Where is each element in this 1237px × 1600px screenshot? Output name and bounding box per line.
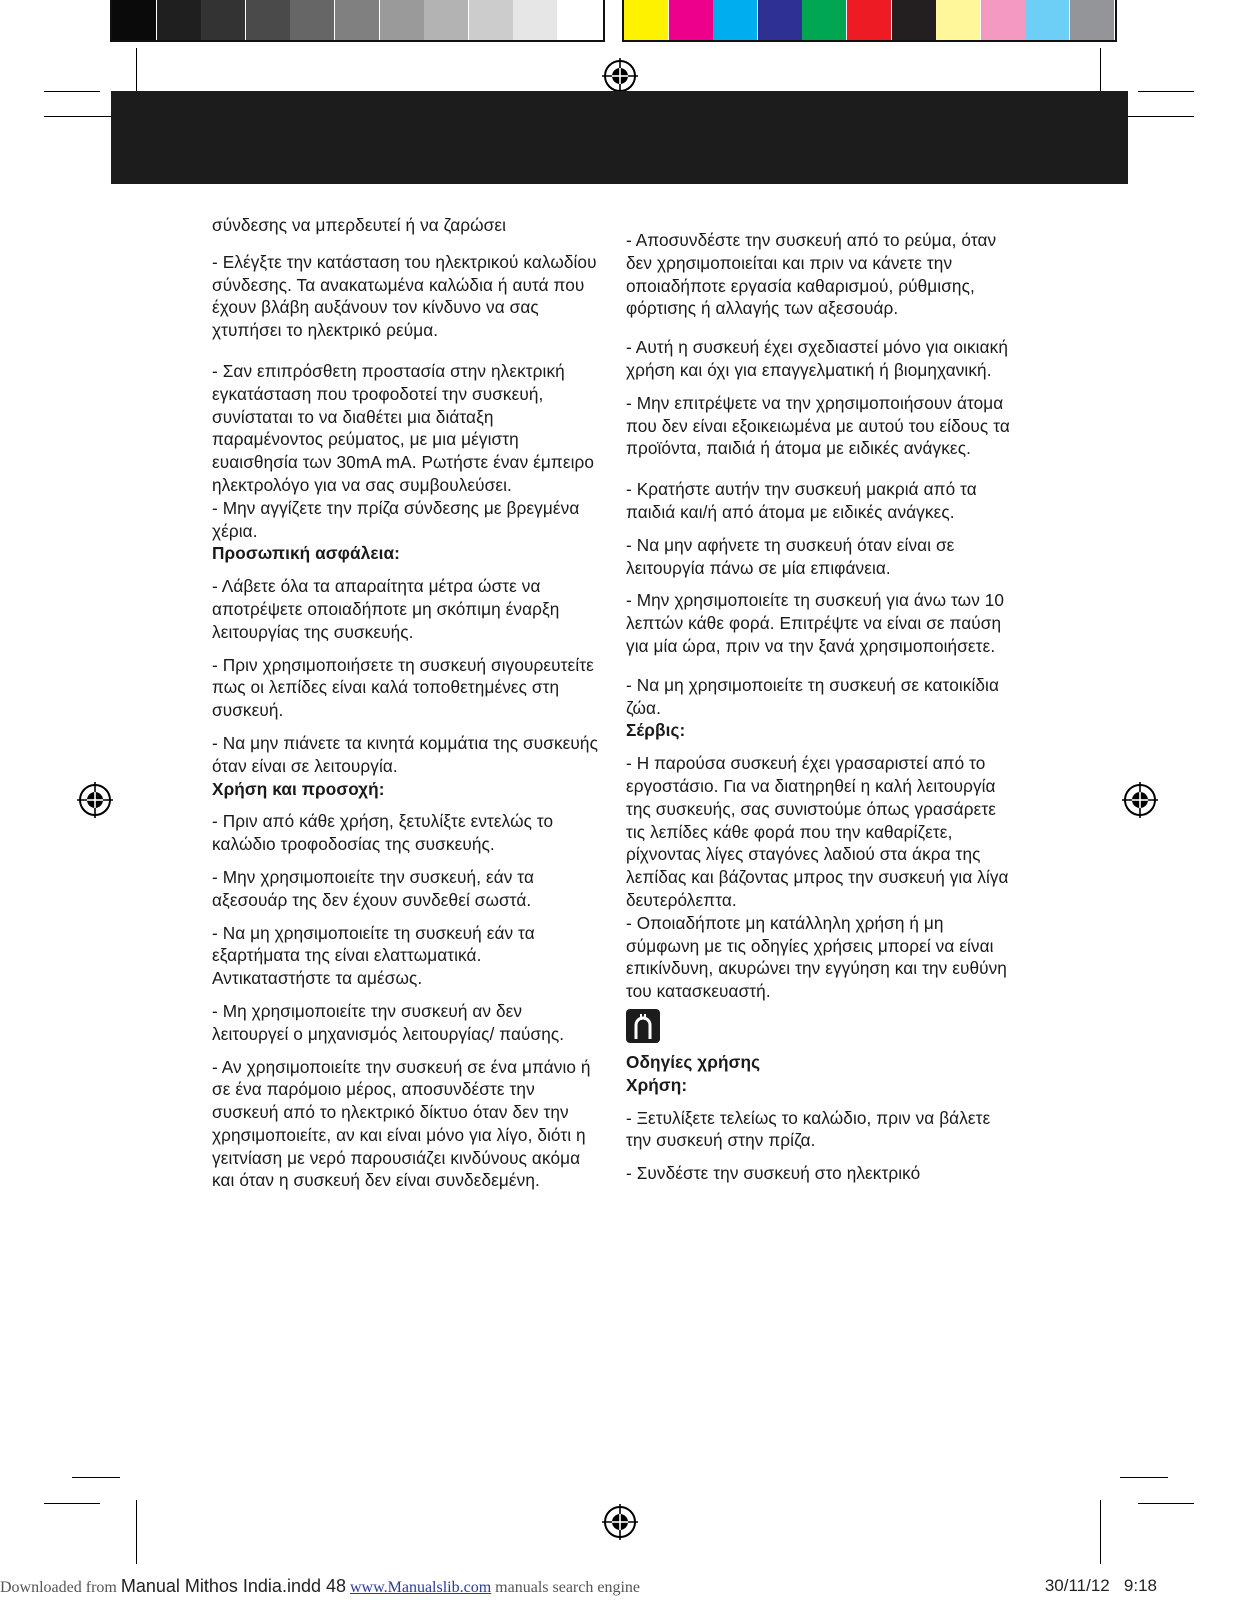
registration-mark-icon — [600, 56, 640, 96]
paragraph: - Η παρούσα συσκευή έχει γρασαριστεί από το εργοστάσιο. Για να διατηρηθεί η καλή λειτουργία της συσκευής, σας συνιστούμε όπως γρασάρετε τις λεπίδες κάθε φορά που την καθαρίζετε, ρίχνοντας λίγες σταγόνες λαδιού στα άκρα της λεπίδας και βάζοντας μπρος την συσκευή για λίγα δευτερόλεπτα. — [626, 753, 1009, 910]
paragraph: - Μη χρησιμοποιείτε την συσκευή αν δεν λειτουργεί ο μηχανισμός λειτουργίας/ παύσης. — [212, 1000, 565, 1044]
registration-mark-icon — [75, 780, 115, 820]
paragraph: - Κρατήστε αυτήν την συσκευή μακριά από τα παιδιά και/ή από άτομα με ειδικές ανάγκες. — [626, 479, 977, 522]
paragraph: - Αν χρησιμοποιείτε την συσκευή σε ένα μπάνιο ή σε ένα παρόμοιο μέρος, αποσυνδέστε την συσκευή από το ηλεκτρικό δίκτυο όταν δεν την χρησιμοποιείτε, αν και είναι μόνο για λίγο, διότι η γειτνίαση με νερό παρουσιάζει κινδύνους ακόμα και όταν η συσκευή δεν είναι συνδεδεμένη. — [212, 1056, 591, 1191]
paragraph: - Αποσυνδέστε την συσκευή από το ρεύμα, όταν δεν χρησιμοποιείται και πριν να κάνετε την οποιαδήποτε εργασία καθαρισμού, ρύθμισης, φόρτισης ή αλλαγής των αξεσουάρ. — [626, 230, 997, 319]
crop-mark — [136, 48, 137, 92]
crop-mark — [136, 1500, 137, 1564]
footer-download-suffix: manuals search engine — [491, 1579, 640, 1596]
footer-link[interactable]: www.Manualslib.com — [350, 1579, 492, 1596]
registration-mark-icon — [1120, 780, 1160, 820]
plug-icon — [626, 1009, 660, 1043]
registration-mark-icon — [600, 1502, 640, 1542]
crop-mark — [72, 1477, 120, 1478]
paragraph: - Λάβετε όλα τα απαραίτητα μέτρα ώστε να αποτρέψετε οποιαδήποτε μη σκόπιμη έναρξη λειτουργίας της συσκευής. — [212, 576, 560, 642]
crop-mark — [1120, 1477, 1168, 1478]
footer-timestamp — [1045, 1576, 1157, 1596]
paragraph: - Αυτή η συσκευή έχει σχεδιαστεί μόνο για οικιακή χρήση και όχι για επαγγελματική ή βιομηχανική. — [626, 337, 1008, 380]
footer-left — [0, 1576, 640, 1598]
paragraph: - Πριν χρησιμοποιήσετε τη συσκευή σιγουρευτείτε πως οι λεπίδες είναι καλά τοποθετημένες στη συσκευή. — [212, 654, 594, 721]
swatch-frame — [110, 0, 605, 42]
section-heading: Χρήση: — [626, 1074, 688, 1095]
paragraph: - Συνδέστε την συσκευή στο ηλεκτρικό — [626, 1163, 921, 1184]
crop-mark — [44, 1503, 100, 1504]
section-heading: Σέρβις: — [626, 720, 686, 741]
paragraph: - Να μη χρησιμοποιείτε τη συσκευή εάν τα εξαρτήματα της είναι ελαττωματικά. Αντικαταστήστε τα αμέσως. — [212, 922, 535, 989]
right-text-column — [626, 229, 1012, 1195]
footer-download-prefix: Downloaded from — [0, 1579, 121, 1596]
paragraph: - Να μην αφήνετε τη συσκευή όταν είναι σε λειτουργία πάνω σε μία επιφάνεια. — [626, 534, 955, 578]
crop-mark — [1100, 1500, 1101, 1564]
paragraph: - Μην επιτρέψετε να την χρησιμοποιήσουν άτομα που δεν είναι εξοικειωμένα με αυτού του είδους τα προϊόντα, παιδιά ή άτομα με ειδικές ανάγκες. — [626, 392, 1010, 459]
footer-time: 9:18 — [1123, 1576, 1157, 1595]
paragraph: - Οποιαδήποτε μη κατάλληλη χρήση ή μη σύμφωνη με τις οδηγίες χρήσεις μπορεί να είναι επικίνδυνη, ακυρώνει την εγγύηση και την ευθύνη του κατασκευαστή. — [626, 912, 1007, 1002]
footer-file-name: Manual Mithos India.indd 48 — [120, 1576, 346, 1596]
paragraph: - Σαν επιπρόσθετη προστασία στην ηλεκτρική εγκατάσταση που τροφοδοτεί την συσκευή, συνίσταται το να διαθέτει μια διάταξη παραμένοντος ρεύματος, με μια μέγιστη ευαισθησία των 30mA mA. Ρωτήστε έναν έμπειρο ηλεκτρολόγο για να σας συμβουλεύσει. — [212, 360, 595, 495]
footer-date: 30/11/12 — [1044, 1576, 1110, 1595]
paragraph: - Ελέγξτε την κατάσταση του ηλεκτρικού καλωδίου σύνδεσης. Τα ανακατωμένα καλώδια ή αυτά που έχουν βλάβη αυξάνουν τον κίνδυνο να σας χτυπήσει το ηλεκτρικό ρεύμα. — [212, 251, 597, 341]
crop-mark — [1138, 91, 1194, 92]
crop-mark — [1120, 116, 1194, 117]
swatch-frame — [622, 0, 1117, 42]
section-heading: Προσωπική ασφάλεια: — [212, 543, 400, 564]
paragraph: - Ξετυλίξετε τελείως το καλώδιο, πριν να βάλετε την συσκευή στην πρίζα. — [626, 1107, 991, 1151]
crop-mark — [1138, 1503, 1194, 1504]
paragraph: - Μην αγγίζετε την πρίζα σύνδεσης με βρεγμένα χέρια. — [212, 497, 580, 541]
paragraph: - Να μην πιάνετε τα κινητά κομμάτια της συσκευής όταν είναι σε λειτουργία. — [212, 732, 598, 776]
section-heading: Χρήση και προσοχή: — [212, 778, 385, 799]
crop-mark — [1100, 48, 1101, 92]
crop-mark — [44, 116, 118, 117]
paragraph: σύνδεσης να μπερδευτεί ή να ζαρώσει — [212, 215, 507, 235]
crop-mark — [44, 91, 100, 92]
header-band — [111, 91, 1128, 184]
paragraph: - Πριν από κάθε χρήση, ξετυλίξτε εντελώς το καλώδιο τροφοδοσίας της συσκευής. — [212, 811, 554, 855]
paragraph: - Να μη χρησιμοποιείτε τη συσκευή σε κατοικίδια ζώα. — [626, 674, 1000, 718]
paragraph: - Μην χρησιμοποιείτε την συσκευή, εάν τα αξεσουάρ της δεν έχουν συνδεθεί σωστά. — [212, 866, 534, 910]
paragraph: - Μην χρησιμοποιείτε τη συσκευή για άνω των 10 λεπτών κάθε φορά. Επιτρέψτε να είναι σε παύση για μία ώρα, πριν να την ξανά χρησιμοποιήσετε. — [626, 590, 1005, 656]
left-text-column — [212, 214, 602, 1202]
section-heading: Οδηγίες χρήσης — [626, 1051, 761, 1072]
